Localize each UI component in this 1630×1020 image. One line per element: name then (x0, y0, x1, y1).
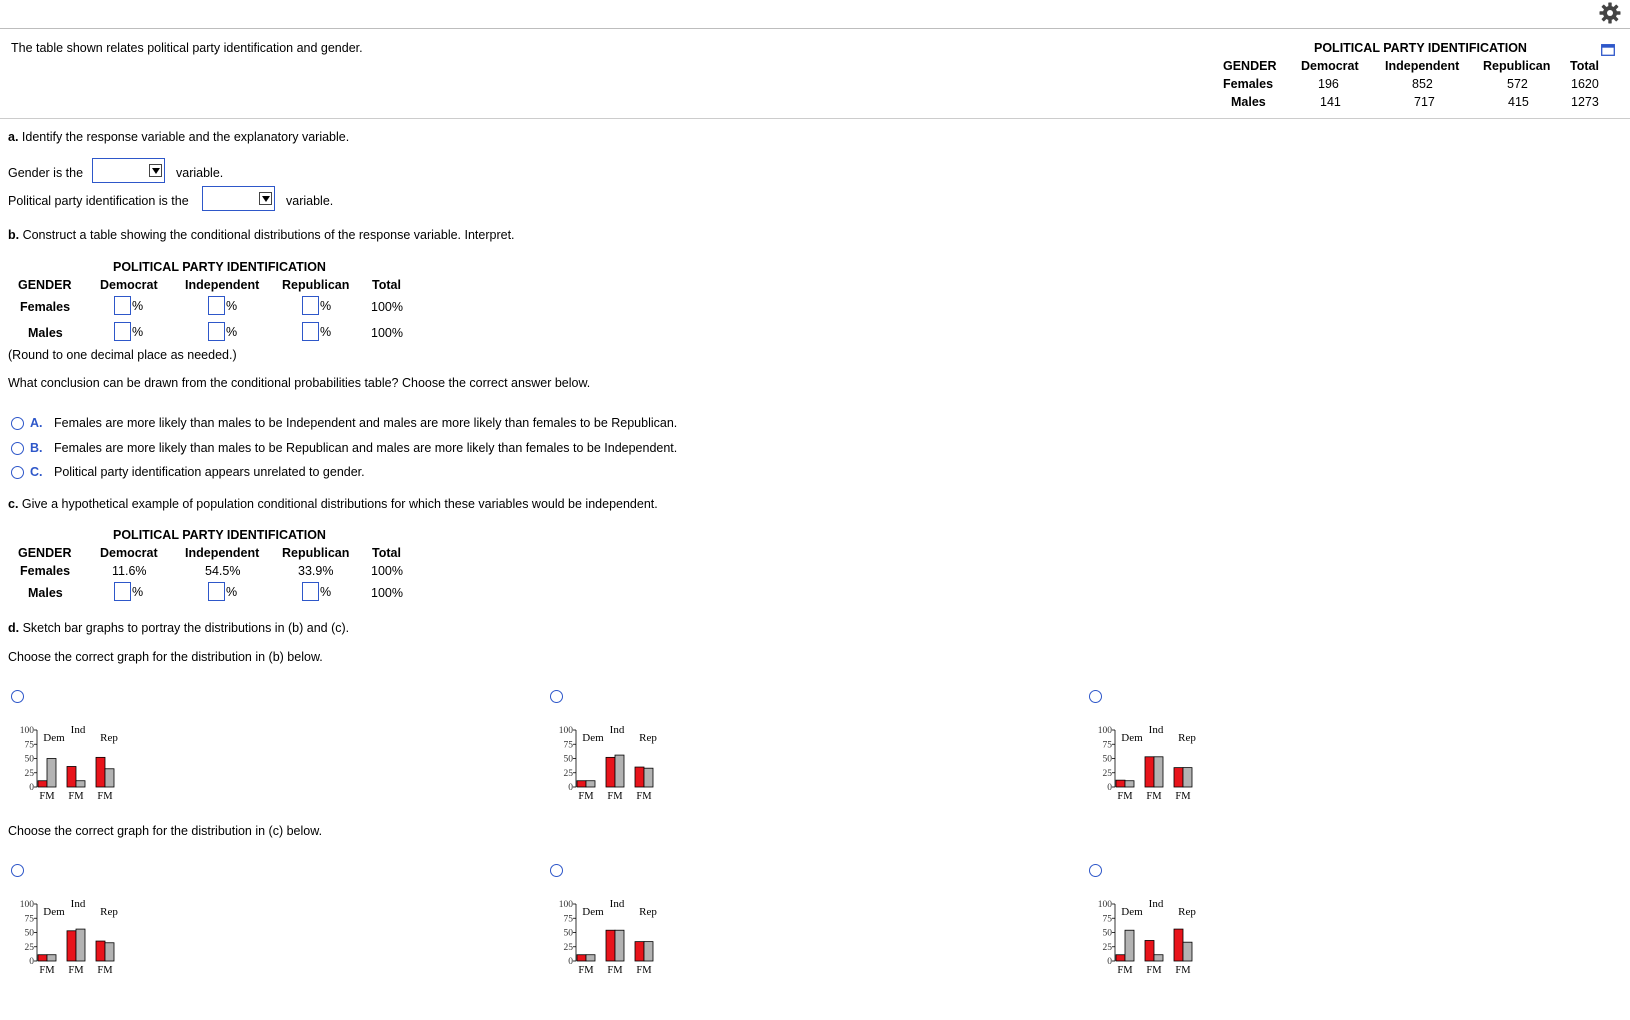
bar (577, 781, 586, 787)
part-d-title: d. Sketch bar graphs to portray the distributions in (b) and (c). (8, 621, 350, 635)
bar (1145, 940, 1154, 961)
category-label: Dem (1121, 906, 1143, 918)
category-label: Rep (100, 732, 118, 744)
option-a-text[interactable]: Females are more likely than males to be Independent and males are more likely than females to be Republican. (54, 416, 678, 430)
males-independent-input[interactable] (208, 322, 225, 341)
part-c-title: c. Give a hypothetical example of population conditional distributions for which these variables would be independent. (8, 497, 658, 511)
given-cell: 196 (1318, 77, 1339, 91)
bar (1125, 930, 1134, 961)
part-c-row-females: Females (20, 564, 71, 578)
part-c-header-total: Total (372, 546, 401, 560)
conclusion-question: What conclusion can be drawn from the conditional probabilities table? Choose the correct answer below. (8, 376, 591, 390)
bar-label: FM (97, 965, 113, 976)
bar (1125, 781, 1134, 787)
y-tick-label: 50 (1102, 754, 1112, 765)
given-cell: 1620 (1571, 77, 1599, 91)
graph-b-option-2-radio[interactable] (550, 690, 563, 703)
bar (1116, 955, 1125, 961)
y-tick-label: 0 (29, 783, 34, 793)
males-democrat-input[interactable] (114, 322, 131, 341)
bar-label: FM (1175, 965, 1191, 976)
part-b-title: b. Construct a table showing the conditional distributions of the response variable. Interpret. (8, 228, 515, 242)
part-c-header-gender: GENDER (18, 546, 72, 560)
bar (105, 769, 114, 787)
category-label: Ind (70, 899, 86, 910)
females-total: 100% (371, 300, 403, 314)
bar-label: FM (68, 965, 84, 976)
part-a-line2-pre: Political party identification is the (8, 194, 189, 208)
females-democrat-input[interactable] (114, 296, 131, 315)
graph-b-prompt: Choose the correct graph for the distribution in (b) below. (8, 650, 323, 664)
bar-label: FM (1117, 965, 1133, 976)
round-note: (Round to one decimal place as needed.) (8, 348, 237, 362)
c-males-democrat-input[interactable] (114, 582, 131, 601)
y-tick-label: 100 (558, 900, 573, 910)
bar (1154, 955, 1163, 961)
y-tick-label: 50 (24, 928, 34, 939)
option-c-text[interactable]: Political party identification appears unrelated to gender. (54, 465, 365, 479)
bar-label: FM (607, 791, 623, 802)
bar (38, 781, 47, 787)
bar (1145, 757, 1154, 787)
part-c-males-total: 100% (371, 586, 403, 600)
y-tick-label: 100 (558, 726, 573, 736)
graph-c-option-2[interactable] (551, 899, 701, 977)
females-independent-input[interactable] (208, 296, 225, 315)
bar (96, 757, 105, 787)
bar (96, 941, 105, 961)
bar (76, 929, 85, 961)
bar-label: FM (1175, 791, 1191, 802)
part-b-header-republican: Republican (282, 278, 350, 292)
chevron-down-icon (149, 164, 162, 177)
percent-sign: % (226, 324, 238, 339)
bar (644, 942, 653, 961)
graph-c-option-3[interactable] (1090, 899, 1240, 977)
males-republican-input[interactable] (302, 322, 319, 341)
given-header-gender: GENDER (1223, 59, 1277, 73)
y-tick-label: 0 (29, 957, 34, 967)
graph-c-option-1-radio[interactable] (11, 864, 24, 877)
part-c-females-republican: 33.9% (298, 564, 334, 578)
bar-label: FM (636, 965, 652, 976)
option-c-radio[interactable] (11, 466, 24, 479)
bar (1116, 780, 1125, 787)
part-a-line2-post: variable. (286, 194, 334, 208)
y-tick-label: 100 (19, 900, 34, 910)
popout-icon[interactable] (1601, 44, 1615, 56)
gear-icon[interactable] (1598, 1, 1622, 25)
y-tick-label: 25 (1102, 768, 1112, 779)
bar (635, 767, 644, 787)
category-label: Dem (43, 906, 65, 918)
given-header-independent: Independent (1385, 59, 1460, 73)
given-cell: 852 (1412, 77, 1433, 91)
graph-c-option-3-radio[interactable] (1089, 864, 1102, 877)
given-cell: 415 (1508, 95, 1529, 109)
graph-c-option-1[interactable] (12, 899, 162, 977)
category-label: Rep (639, 732, 657, 744)
bar (644, 768, 653, 787)
bar-chart-svg (12, 725, 162, 803)
option-b-text[interactable]: Females are more likely than males to be Republican and males are more likely than females to be Independent. (54, 441, 678, 455)
category-label: Dem (582, 732, 604, 744)
bar-label: FM (39, 965, 55, 976)
part-b-header-democrat: Democrat (100, 278, 158, 292)
bar (577, 955, 586, 961)
part-a-line1-post: variable. (176, 166, 224, 180)
y-tick-label: 75 (24, 740, 34, 751)
part-a-line1-pre: Gender is the (8, 166, 84, 180)
bar (1174, 929, 1183, 961)
y-tick-label: 0 (1107, 783, 1112, 793)
y-tick-label: 75 (24, 914, 34, 925)
percent-sign: % (226, 584, 238, 599)
option-c-letter: C. (30, 465, 43, 479)
bar (67, 931, 76, 961)
bar-label: FM (1146, 965, 1162, 976)
bar (1183, 942, 1192, 961)
females-republican-input[interactable] (302, 296, 319, 315)
explanatory-dropdown[interactable] (92, 158, 165, 183)
bar-chart-svg (551, 899, 701, 977)
bar-label: FM (636, 791, 652, 802)
part-c-header-democrat: Democrat (100, 546, 158, 560)
y-tick-label: 75 (563, 740, 573, 751)
given-header-total: Total (1570, 59, 1599, 73)
y-tick-label: 75 (563, 914, 573, 925)
c-males-independent-input[interactable] (208, 582, 225, 601)
bar (47, 955, 56, 961)
bar (47, 759, 56, 788)
y-tick-label: 25 (24, 768, 34, 779)
section-divider (0, 118, 1630, 119)
bar-chart-svg (551, 725, 701, 803)
y-tick-label: 75 (1102, 914, 1112, 925)
bar-label: FM (1117, 791, 1133, 802)
c-males-republican-input[interactable] (302, 582, 319, 601)
percent-sign: % (132, 584, 144, 599)
part-b-row-females: Females (20, 300, 71, 314)
category-label: Rep (1178, 906, 1196, 918)
bar (67, 766, 76, 787)
part-c-header-republican: Republican (282, 546, 350, 560)
percent-sign: % (320, 584, 332, 599)
percent-sign: % (320, 298, 332, 313)
part-b-header-independent: Independent (185, 278, 260, 292)
category-label: Ind (1148, 899, 1164, 910)
given-cell: 1273 (1571, 95, 1599, 109)
y-tick-label: 50 (563, 754, 573, 765)
option-b-radio[interactable] (11, 442, 24, 455)
males-total: 100% (371, 326, 403, 340)
part-c-females-total: 100% (371, 564, 403, 578)
bar (105, 943, 114, 961)
graph-c-prompt: Choose the correct graph for the distribution in (c) below. (8, 824, 323, 838)
category-label: Dem (1121, 732, 1143, 744)
part-c-females-democrat: 11.6% (112, 564, 147, 578)
given-row-label: Males (1231, 95, 1266, 109)
bar (606, 930, 615, 961)
part-b-header-gender: GENDER (18, 278, 72, 292)
category-label: Rep (1178, 732, 1196, 744)
bar-label: FM (68, 791, 84, 802)
given-cell: 717 (1414, 95, 1435, 109)
chevron-down-icon (259, 192, 272, 205)
part-b-row-males: Males (28, 326, 63, 340)
category-label: Ind (1148, 725, 1164, 736)
graph-b-option-1-radio[interactable] (11, 690, 24, 703)
y-tick-label: 100 (19, 726, 34, 736)
graph-b-option-1[interactable] (12, 725, 162, 803)
bar-label: FM (578, 965, 594, 976)
y-tick-label: 50 (563, 928, 573, 939)
bar (615, 755, 624, 787)
top-divider (0, 28, 1630, 29)
category-label: Ind (609, 899, 625, 910)
bar-label: FM (578, 791, 594, 802)
bar-chart-svg (12, 899, 162, 977)
response-dropdown[interactable] (202, 186, 275, 211)
part-c-header-independent: Independent (185, 546, 260, 560)
y-tick-label: 25 (24, 942, 34, 953)
part-a-title: a. Identify the response variable and the explanatory variable. (8, 130, 350, 144)
bar (1183, 768, 1192, 787)
bar (38, 955, 47, 961)
part-b-header-total: Total (372, 278, 401, 292)
bar-label: FM (39, 791, 55, 802)
category-label: Dem (43, 732, 65, 744)
percent-sign: % (320, 324, 332, 339)
graph-b-option-2[interactable] (551, 725, 701, 803)
y-tick-label: 25 (563, 768, 573, 779)
y-tick-label: 0 (568, 957, 573, 967)
bar-chart-svg (1090, 899, 1240, 977)
y-tick-label: 0 (568, 783, 573, 793)
bar (615, 930, 624, 961)
percent-sign: % (132, 324, 144, 339)
percent-sign: % (226, 298, 238, 313)
bar-label: FM (1146, 791, 1162, 802)
given-table-title: POLITICAL PARTY IDENTIFICATION (1314, 41, 1527, 55)
graph-b-option-3-radio[interactable] (1089, 690, 1102, 703)
y-tick-label: 100 (1097, 900, 1112, 910)
part-c-row-males: Males (28, 586, 63, 600)
option-b-letter: B. (30, 441, 43, 455)
given-header-democrat: Democrat (1301, 59, 1359, 73)
category-label: Rep (100, 906, 118, 918)
given-cell: 572 (1507, 77, 1528, 91)
bar (586, 955, 595, 961)
bar (635, 942, 644, 961)
part-c-table-title: POLITICAL PARTY IDENTIFICATION (113, 528, 326, 542)
category-label: Dem (582, 906, 604, 918)
category-label: Ind (609, 725, 625, 736)
part-c-females-independent: 54.5% (205, 564, 241, 578)
y-tick-label: 100 (1097, 726, 1112, 736)
y-tick-label: 50 (24, 754, 34, 765)
part-b-table-title: POLITICAL PARTY IDENTIFICATION (113, 260, 326, 274)
option-a-radio[interactable] (11, 417, 24, 430)
graph-c-option-2-radio[interactable] (550, 864, 563, 877)
y-tick-label: 50 (1102, 928, 1112, 939)
given-header-republican: Republican (1483, 59, 1551, 73)
bar-label: FM (97, 791, 113, 802)
bar (1174, 768, 1183, 787)
y-tick-label: 75 (1102, 740, 1112, 751)
y-tick-label: 25 (563, 942, 573, 953)
category-label: Rep (639, 906, 657, 918)
percent-sign: % (132, 298, 144, 313)
bar (76, 781, 85, 787)
bar (1154, 757, 1163, 787)
graph-b-option-3[interactable] (1090, 725, 1240, 803)
bar (586, 781, 595, 787)
intro-text: The table shown relates political party identification and gender. (11, 41, 363, 55)
option-a-letter: A. (30, 416, 43, 430)
given-cell: 141 (1320, 95, 1341, 109)
bar (606, 757, 615, 787)
given-row-label: Females (1223, 77, 1274, 91)
category-label: Ind (70, 725, 86, 736)
y-tick-label: 25 (1102, 942, 1112, 953)
bar-chart-svg (1090, 725, 1240, 803)
y-tick-label: 0 (1107, 957, 1112, 967)
bar-label: FM (607, 965, 623, 976)
